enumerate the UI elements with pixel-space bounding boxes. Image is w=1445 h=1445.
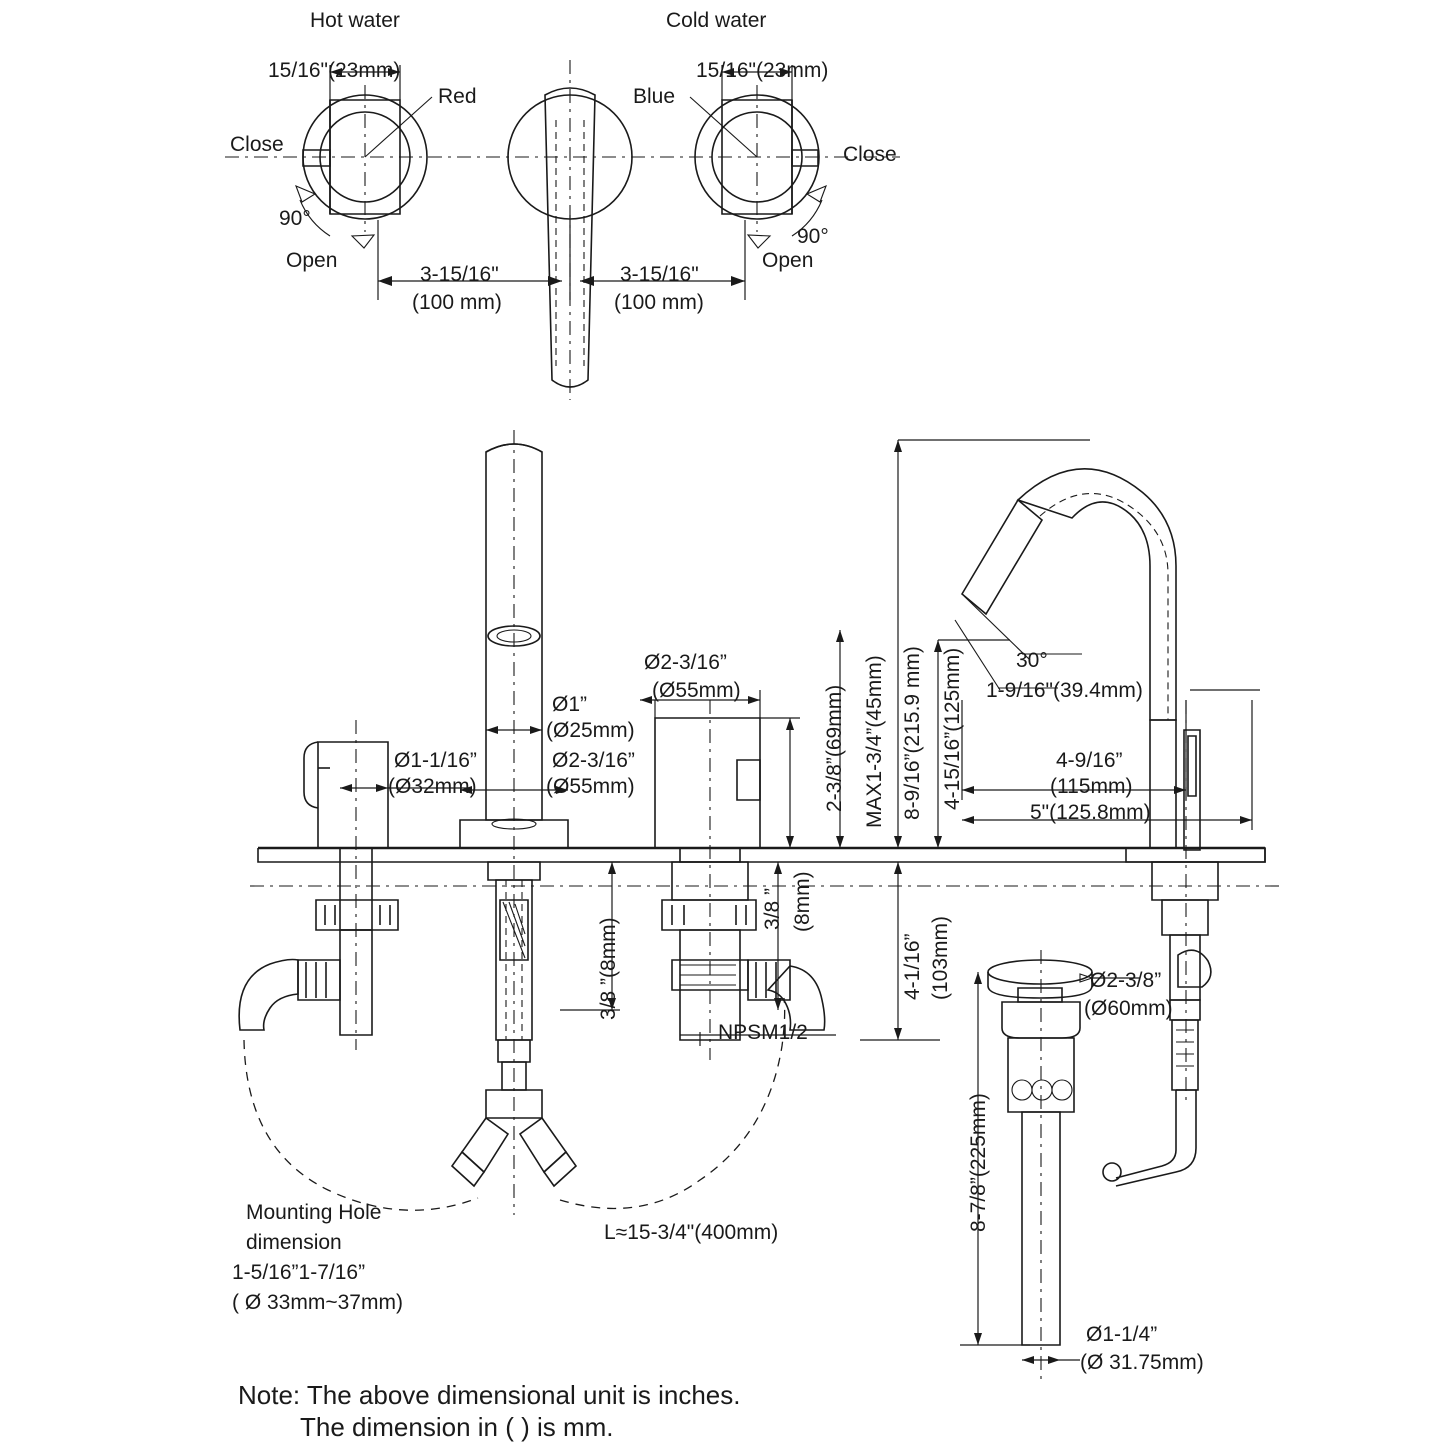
drain-dia-bottom-mm: (Ø 31.75mm) (1080, 1351, 1204, 1374)
open-label-right: Open (762, 249, 814, 272)
spacing-right-inches: 3-15/16" (620, 263, 699, 286)
handle-diameter-right: 15/16"(23mm) (696, 59, 829, 82)
spacing-left-inches: 3-15/16" (420, 263, 499, 286)
mounting-note-line1: Mounting Hole (246, 1201, 382, 1224)
hot-water-label: Hot water (310, 9, 400, 32)
drain-dia-top-mm: (Ø60mm) (1084, 997, 1173, 1020)
thread-3-8-a: 3/8 ”(8mm) (597, 917, 620, 1020)
spacing-left-mm: (100 mm) (412, 291, 502, 314)
dia-2316-b-mm: (Ø55mm) (546, 775, 635, 798)
angle-30: 30° (1016, 649, 1048, 672)
npsm-label: NPSM1/2 (718, 1021, 808, 1044)
height-2-3-8: 2-3/8”(69mm) (823, 684, 846, 812)
dia-2316-b-in: Ø2-3/16” (552, 749, 635, 772)
close-label-right: Close (843, 143, 897, 166)
angle-right: 90° (797, 225, 829, 248)
note-line-2: The dimension in ( ) is mm. (300, 1412, 614, 1442)
dia-1-in: Ø1” (552, 693, 588, 716)
dia-1116-mm: (Ø32mm) (388, 775, 477, 798)
drain-dia-bottom-in: Ø1-1/4” (1086, 1323, 1158, 1346)
spacing-right-mm: (100 mm) (614, 291, 704, 314)
angle-left: 90° (279, 207, 311, 230)
height-4-15-16: 4-15/16”(125mm) (941, 647, 964, 810)
reach-1-9-16: 1-9/16"(39.4mm) (986, 679, 1143, 702)
reach-4-9-16-mm: (115mm) (1050, 775, 1133, 798)
red-label: Red (438, 85, 477, 108)
height-8-9-16: 8-9/16”(215.9 mm) (901, 646, 924, 820)
thread-3-8-b: 3/8 ” (761, 887, 784, 930)
dia-1116-in: Ø1-1/16” (394, 749, 477, 772)
mounting-note-line3: 1-5/16”1-7/16” (232, 1261, 366, 1284)
blue-label: Blue (633, 85, 676, 108)
note-line-1: Note: The above dimensional unit is inches. (238, 1380, 741, 1410)
mounting-note-line4: ( Ø 33mm~37mm) (232, 1291, 403, 1314)
below-deck-4-1-16: 4-1/16” (901, 933, 924, 1000)
drain-dia-top-in: Ø2-3/8” (1090, 969, 1162, 992)
below-deck-4-1-16-mm: (103mm) (929, 915, 952, 1000)
hose-length-label: L≈15-3/4"(400mm) (604, 1221, 779, 1244)
dia-2316-a-mm: (Ø55mm) (652, 679, 741, 702)
dia-1-mm: (Ø25mm) (546, 719, 635, 742)
drain-height: 8-7/8”(225mm) (967, 1093, 990, 1232)
close-label-left: Close (230, 133, 284, 156)
dia-2316-a-in: Ø2-3/16” (644, 651, 727, 674)
handle-diameter-left: 15/16"(23mm) (268, 59, 401, 82)
max-1-3-4: MAX1-3/4”(45mm) (863, 655, 886, 828)
open-label-left: Open (286, 249, 338, 272)
mounting-note-line2: dimension (246, 1231, 342, 1254)
reach-5-in: 5"(125.8mm) (1030, 801, 1151, 824)
cold-water-label: Cold water (666, 9, 767, 32)
thread-3-8-b-mm: (8mm) (791, 871, 814, 932)
reach-4-9-16-in: 4-9/16” (1056, 749, 1123, 772)
